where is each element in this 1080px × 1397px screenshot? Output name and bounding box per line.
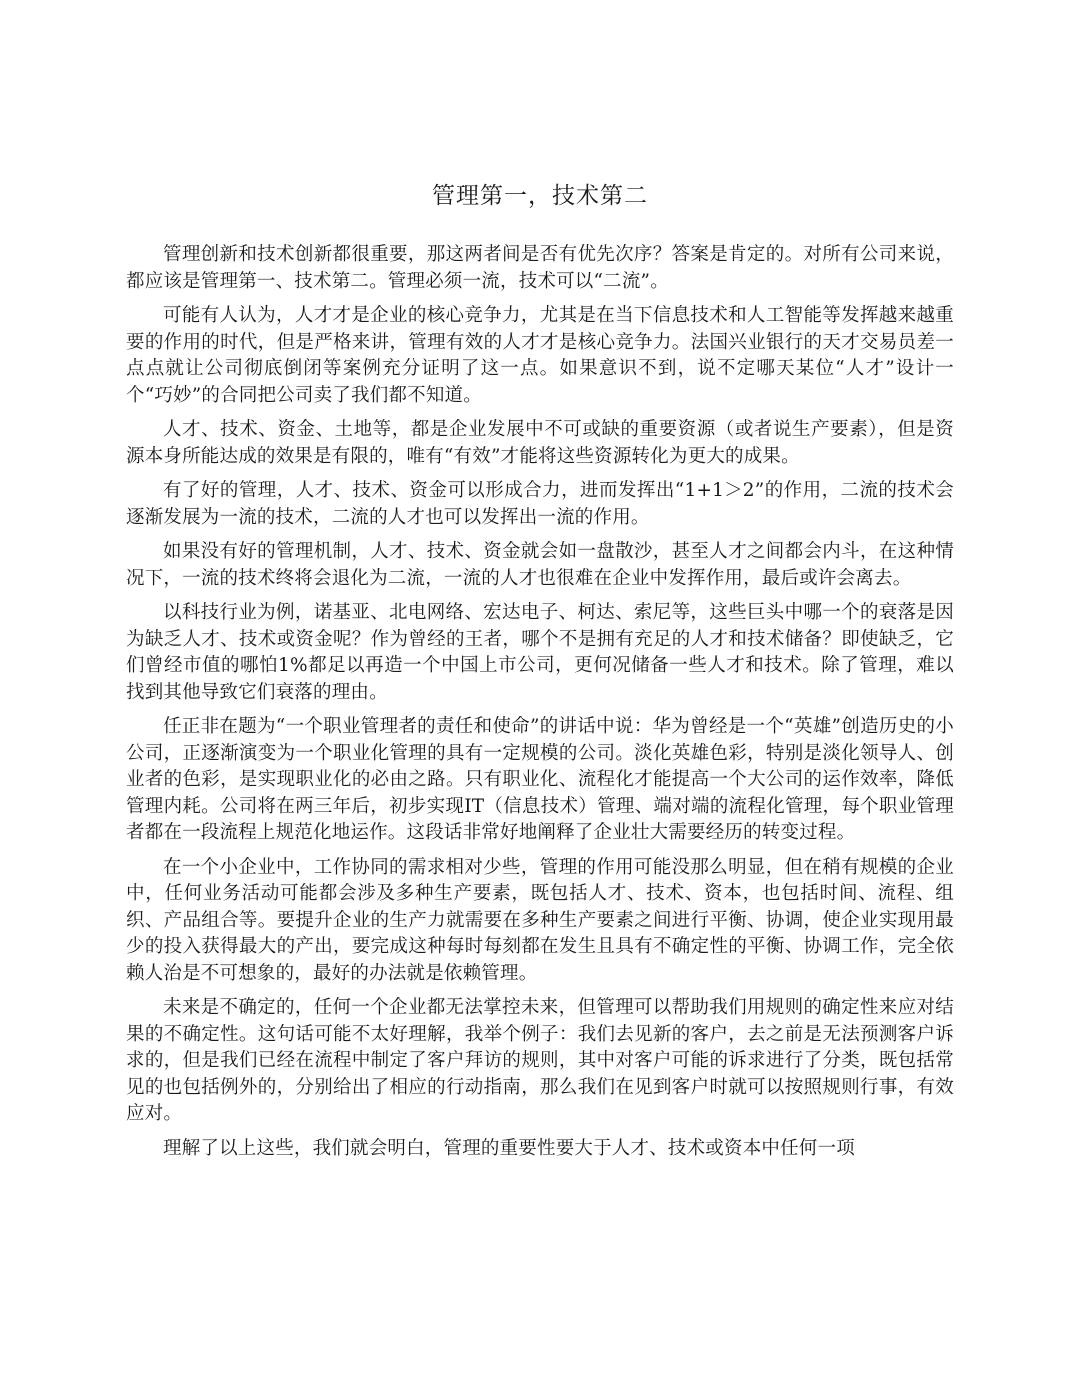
paragraph-7: 任正非在题为“一个职业管理者的责任和使命”的讲话中说：华为曾经是一个“英雄”创造历史的小公司，正逐渐演变为一个职业化管理的具有一定规模的公司。淡化英雄色彩，特别是淡化领导人、创业者的色彩，是实现职业化的必由之路。只有职业化、流程化才能提高一个大公司的运作效率，降低管理内耗。公司将在两三年后，初步实现IT（信息技术）管理、端对端的流程化管理，每个职业管理者都在一段流程上规范化地运作。这段话非常好地阐释了企业壮大需要经历的转变过程。 <box>126 716 954 843</box>
paragraph-2: 可能有人认为，人才才是企业的核心竞争力，尤其是在当下信息技术和人工智能等发挥越来越重要的作用的时代，但是严格来讲，管理有效的人才才是核心竞争力。法国兴业银行的天才交易员差一点点就让公司彻底倒闭等案例充分证明了这一点。如果意识不到，说不定哪天某位“人才”设计一个“巧妙”的合同把公司卖了我们都不知道。 <box>126 305 954 406</box>
document-title: 管理第一，技术第二 <box>432 183 648 209</box>
paragraph-9: 未来是不确定的，任何一个企业都无法掌控未来，但管理可以帮助我们用规则的确定性来应对结果的不确定性。这句话可能不太好理解，我举个例子：我们去见新的客户，去之前是无法预测客户诉求的，但是我们已经在流程中制定了客户拜访的规则，其中对客户可能的诉求进行了分类，既包括常见的也包括例外的，分别给出了相应的行动指南，那么我们在见到客户时就可以按照规则行事，有效应对。 <box>126 997 954 1124</box>
paragraph-8: 在一个小企业中，工作协同的需求相对少些，管理的作用可能没那么明显，但在稍有规模的企业中，任何业务活动可能都会涉及多种生产要素，既包括人才、技术、资本，也包括时间、流程、组织、产品组合等。要提升企业的生产力就需要在多种生产要素之间进行平衡、协调，使企业实现用最少的投入获得最大的产出，要完成这种每时每刻都在发生且具有不确定性的平衡、协调工作，完全依赖人治是不可想象的，最好的办法就是依赖管理。 <box>126 856 954 984</box>
document-body <box>126 242 954 1170</box>
paragraph-5: 如果没有好的管理机制，人才、技术、资金就会如一盘散沙，甚至人才之间都会内斗，在这种情况下，一流的技术终将会退化为二流，一流的人才也很难在企业中发挥作用，最后或许会离去。 <box>126 541 954 589</box>
paragraph-4: 有了好的管理，人才、技术、资金可以形成合力，进而发挥出“1+1＞2”的作用，二流的技术会逐渐发展为一流的技术，二流的人才也可以发挥出一流的作用。 <box>126 480 954 528</box>
paragraph-3: 人才、技术、资金、土地等，都是企业发展中不可或缺的重要资源（或者说生产要素），但是资源本身所能达成的效果是有限的，唯有“有效”才能将这些资源转化为更大的成果。 <box>126 419 954 467</box>
paragraph-6: 以科技行业为例，诺基亚、北电网络、宏达电子、柯达、索尼等，这些巨头中哪一个的衰落是因为缺乏人才、技术或资金呢？作为曾经的王者，哪个不是拥有充足的人才和技术储备？即使缺乏，它们曾经市值的哪怕1%都足以再造一个中国上市公司，更何况储备一些人才和技术。除了管理，难以找到其他导致它们衰落的理由。 <box>126 602 954 703</box>
paragraph-10: 理解了以上这些，我们就会明白，管理的重要性要大于人才、技术或资本中任何一项 <box>163 1137 855 1159</box>
paragraph-1: 管理创新和技术创新都很重要，那这两者间是否有优先次序？答案是肯定的。对所有公司来说，都应该是管理第一、技术第二。管理必须一流，技术可以“二流”。 <box>126 244 954 292</box>
